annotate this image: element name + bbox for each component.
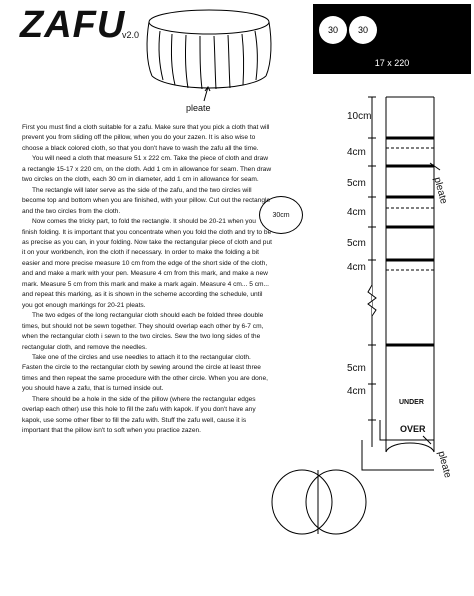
pleat-side-label: pleate [435, 450, 454, 480]
over-label: OVER [400, 424, 426, 434]
measure-label: 4cm [347, 147, 366, 158]
measure-label: 5cm [347, 178, 366, 189]
page-title: ZAFU [20, 4, 126, 46]
measure-label: 4cm [347, 386, 366, 397]
measure-label: 5cm [347, 363, 366, 374]
paragraph: There should be a hole in the side of the pillow (where the rectangular edges overlap each other) use this hole to fill the zafu with kapok. If you don't have any kapok, use some other fiber to fill the zafu with. Stuff the zafu well, cause it is important that the pillow isn't to soft when you practice zazen. [22, 395, 256, 435]
circle-badge-right: 30 [349, 16, 377, 44]
circle-badge-left: 30 [319, 16, 347, 44]
paragraph: The rectangle will later serve as the side of the zafu, and the two circles will become top and bottom when you are finished, with your pillow. Cut out the rectangle and the two circles from the cloth. [22, 186, 271, 215]
paragraph: Now comes the tricky part, to fold the rectangle. It should be 20-21 when you finish folding. It is important that you concentrate when you fold the cloth and try to be as precise as you can, in your folding. Now take the rectangular piece of cloth and put it on your workbench, iron the cloth if necessary. In order to make the folding a bit easier and more precise measure 10 cm from the edge of the short side of the cloth, and and make a mark with your pen. Measure 4 cm from this mark, and make a new mark. Measure 5 cm from this mark and make a mark again. Measure 4 cm... 5 cm... and repeat this marking, as it is shown in the scheme according the schedule, until you got enough markings for 20-21 pleats. [22, 218, 272, 309]
pleat-side-label: pleate [431, 176, 450, 206]
measure-label: 4cm [347, 207, 366, 218]
measure-label: 4cm [347, 262, 366, 273]
version-label: v2.0 [122, 30, 140, 40]
rectangle-size: 17 x 220 [374, 58, 410, 68]
paragraph: You will need a cloth that measure 51 x 222 cm. Take the piece of cloth and draw a rectangle 15-17 x 220 cm, on the cloth. Add 1 cm in allowance for seam. Then draw two circles on the cloth, each 30 cm in diameter, add 1 cm in allowance for seam. [22, 155, 272, 184]
pleat-label: pleate [186, 103, 211, 113]
measure-label: 5cm [347, 238, 366, 249]
paragraph: First you must find a cloth suitable for a zafu. Make sure that you pick a cloth that will prevent you from sliding off the pillow, when you do your zazen. It is also wise to choose a black colored cloth, so that you don't have to wash the zafu all the time. [22, 124, 270, 152]
paragraph: The two edges of the long rectangular cloth should each be folded three double times, but should not be sewn together. They should overlap each other by 6-7 cm, when the rectangular cloth i sewn to the two circles. Sew the two long sides of the rectangular cloth, and remove the needles. [22, 312, 264, 351]
paragraph: Take one of the circles and use needles to attach it to the rectangular cloth. Fasten the circle to the rectangular cloth by sewing around the circle at least three times and then repeat the same procedure with the other circle. When you are done, you should have a zafu, that is turned inside out. [22, 353, 268, 393]
circle-30cm-note: 30cm [259, 196, 303, 234]
measure-label: 10cm [347, 111, 372, 122]
under-label: UNDER [399, 399, 424, 406]
